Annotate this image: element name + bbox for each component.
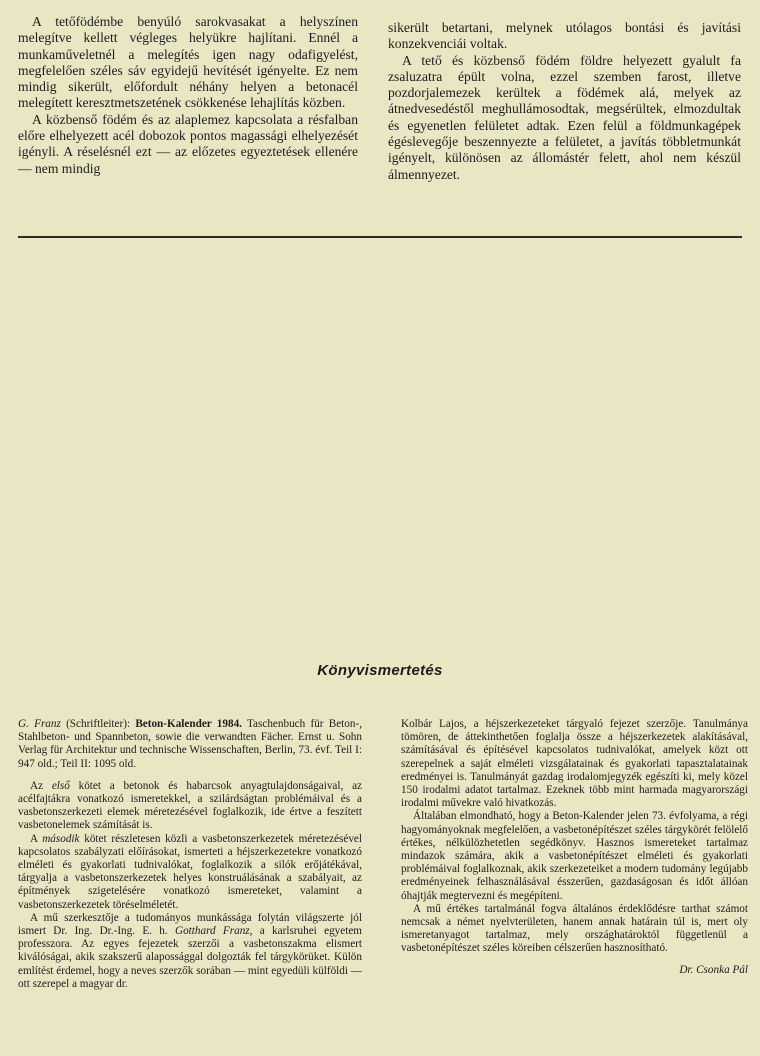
paragraph: A tető és közbenső födém földre helyezett gyalult fa zsaluzatra épült volna, ezzel szemben farost, illetve pozdorjalemezek kerültek a födémek alá, melyek az átnedvesedéstől meghullámosodtak, megsérültek, elmozdultak és egyenetlen felületet adtak. Ezen felül a földmunkagépek égéslevegője beszennyezte a felületet, a javítás többletmunkát igényelt, különösen az állomástér felett, ahol nem készül álmennyezet. <box>388 52 741 182</box>
reviewer-signature: Dr. Csonka Pál <box>679 963 748 976</box>
emphasis: második <box>42 832 80 845</box>
emphasis: Gotthard Franz <box>175 925 250 938</box>
text-run: A <box>30 832 43 845</box>
paragraph: A közbenső födém és az alaplemez kapcsolata a résfalban előre elhelyezett acél dobozok pontos magassági elhelyezését igényli. A réselésnél ezt — az előzetes egyeztetések ellenére — nem mindig <box>18 111 358 176</box>
text-run: kötet a betonok és habarcsok anyagtulajdonságaival, az acélfajtákra vonatkozó ismeretekkel, a szilárdságtan problémáival és a vasbetonszerkezeti elemek méretezésével foglalkozik, ide értve a feszített vasbetonelemek számítását is. <box>18 779 362 832</box>
emphasis: első <box>51 779 70 792</box>
paragraph: Általában elmondható, hogy a Beton-Kalender jelen 73. évfolyama, a régi hagyományoknak megfelelően, a vasbetonépítészet széles tárgykörét felölelő értékes, nélkülözhetetlen segédkönyv. Hasznos ismereteket tartalmaz mindazok számára, akik a vasbetonépítészet elméleti és gyakorlati problémáival foglalkoznak, akik szerkezeteiket a modern tudomány legújabb eredményeinek felhasználásával ésszerűen, gazdaságosan és időt állóan óhajtják megtervezni és megépíteni. <box>401 810 748 902</box>
book-title: Beton-Kalender 1984. <box>135 718 242 730</box>
text-run: , a karlsruhei egyetem professzora. Az egyes fejezetek szerzői a vasbetonszakma elismert kiválóságai, akik szakszerű alapossággal dolgozták fel tárgykörüket. Külön említést érdemel, hogy a neves szerzők sorában — mint egyedüli külföldi — ott szerepel a magyar dr. <box>18 925 362 990</box>
paragraph <box>18 780 362 833</box>
section-heading: Könyvismertetés <box>317 662 443 679</box>
paragraph <box>18 912 362 991</box>
author-role: (Schriftleiter): <box>60 718 136 730</box>
top-left-column <box>18 14 358 177</box>
book-reference <box>18 718 362 771</box>
top-right-column <box>388 20 741 183</box>
book-details: Taschenbuch für Beton-, Stahlbeton- und Spannbeton, sowie die verwandten Fächer. Ernst u. Sohn Verlag für Architektur und technische Wissenschaften, Berlin, 73. évf. Teil I: 947 old.; Teil II: 1095 old. <box>18 718 362 770</box>
text-run: A mű szerkesztője a tudományos munkássága folytán világszerte jól ismert Dr. Ing. Dr.-Ing. E. h. <box>18 911 362 938</box>
paragraph: A tetőfödémbe benyúló sarokvasakat a helyszínen melegítve kellett végleges helyükre hajlítani. Ennél a munkaműveletnél a melegítés igen nagy odafigyelést, megfelelően széles sáv egyidejű hevítését igényelte. Ez nem mindig sikerült, előfordult néhány helyen a betonacél melegített keresztmetszetének csökkenése lehajlítás közben. <box>18 14 358 111</box>
section-divider <box>18 236 742 238</box>
paragraph <box>18 833 362 912</box>
review-left-column <box>18 718 362 991</box>
paragraph: Kolbár Lajos, a héjszerkezeteket tárgyaló fejezet szerzője. Tanulmánya tömören, de áttekinthetően foglalja össze a héjszerkezetek alakításával, számításával és építésével kapcsolatos tudnivalókat, amelyek közt ott szerepelnek a saját elméleti vizsgálatainak és gyakorlati tapasztalatainak eredményei is. Tanulmányát gazdag irodalomjegyzék egészíti ki, mely közel 150 irodalmi adatot tartalmaz. Ezeknek több mint harmada magyarországi irodalmi művekre való hivatkozás. <box>401 718 748 810</box>
book-author: G. Franz <box>18 718 61 730</box>
review-right-column <box>401 718 748 977</box>
text-run: kötet részletesen közli a vasbetonszerkezetek méretezésével kapcsolatos szabályzati előírásokat, ismerteti a héjszerkezetekre vonatkozó elméleti és gyakorlati tudnivalókat, foglalkozik a silók erőjátékával, tárgyalja a vasbetonszerkezetek helyes konstruálásának a szabályait, az építmények szigetelésére vonatkozó ismereteket, valamint a vasbetonszerkezetek töréselméletét. <box>18 832 362 911</box>
paragraph: A mű értékes tartalmánál fogva általános érdeklődésre tarthat számot nemcsak a német nyelvterületen, hanem annak határain túl is, mert oly ismeretanyagot tartalmaz, mely országhatároktól függetlenül a vasbetonépítészet széles köreiben célszerűen hasznosítható. <box>401 902 748 955</box>
paragraph: sikerült betartani, melynek utólagos bontási és javítási konzekvenciái voltak. <box>388 20 741 52</box>
text-run: Az <box>30 779 52 792</box>
